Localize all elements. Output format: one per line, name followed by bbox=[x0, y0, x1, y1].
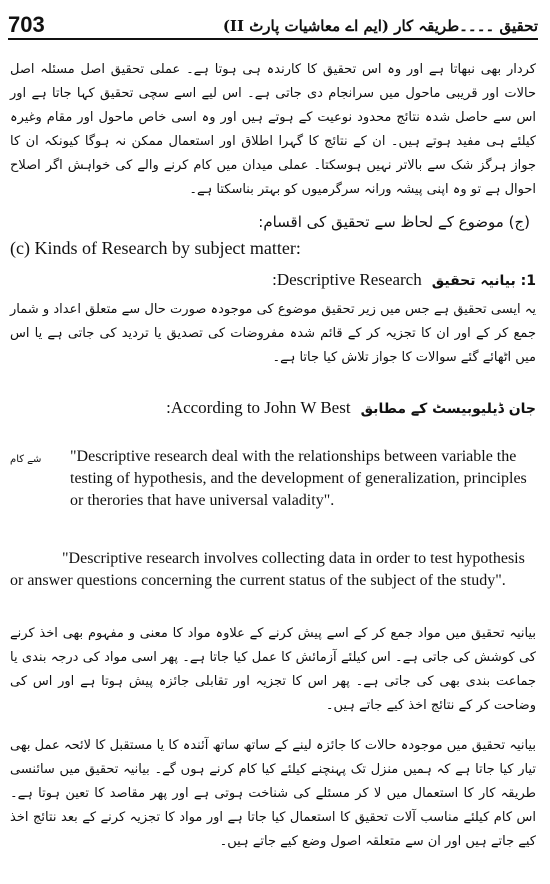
intro-paragraph: کردار بھی نبھاتا ہے اور وہ اس تحقیق کا کارندہ ہی ہوتا ہے۔ عملی تحقیق اصل مسئلہ اصل حالات اور قریبی ماحول میں سرانجام دی جاتی ہے۔ اس لیے اسے سچی تحقیق کہا جاتا ہے اور اس سے حاصل شدہ نتائج محدود نوعیت کے ہوتے ہیں اور وہ اسی خاص ماحول اور مقام وغیرہ کیلئے ہی مفید ہوتے ہیں۔ ان کے نتائج کا گہرا اطلاق اور استعمال ممکن نہ ہوگا کیونکہ ان کا جواز ہرگز شک سے بالاتر نہیں ہوسکتا۔ عملی میدان میں کام کرنے والے کی خواہش اگر اصلاح احوال ہے تو وہ اپنی پیشہ ورانہ سرگرمیوں کو بہتر بناسکتا ہے۔ bbox=[10, 62, 536, 197]
page-number: 703 bbox=[8, 12, 45, 37]
page-header bbox=[8, 8, 538, 40]
best-heading-english: :According to John W Best bbox=[166, 398, 351, 417]
section-heading-english: (c) Kinds of Research by subject matter: bbox=[10, 238, 301, 258]
quote-best-2: "Descriptive research involves collecting data in order to test hypothesis or answer questions concerning the current status of the subject of the study". bbox=[10, 550, 525, 589]
subheading-urdu: 1: بیانیہ تحقیق bbox=[431, 273, 536, 289]
descriptive-subheading bbox=[272, 270, 536, 290]
quote-best-1-text: "Descriptive research deal with the relationships between variable the testing of hypothesis, and the development of generalization, principles or therories that have universal valadity". bbox=[70, 448, 527, 509]
paragraph-current-conditions: بیانیہ تحقیق میں موجودہ حالات کا جائزہ لینے کے ساتھ ساتھ آئندہ کا یا مستقبل کا لائحہ عمل بھی تیار کیا جاتا ہے کہ ہمیں منزل تک پہنچنے کیلئے کیا کام کرنے ہوں گے۔ بیانیہ تحقیق میں سائنسی طریقہ کار کا استعمال میں لا کر مسئلے کی شناخت ہوتی ہے اور پھر مقاصد کا تعین ہوتا ہے۔ اس کام کیلئے مناسب آلات تحقیق کا استعمال کیا جاتا ہے اور مواد کا تجزیہ کرنے کے بعد نتائج اخذ کیے جاتے ہیں اور ان سے متعلقہ اصول وضع کیے جاتے ہیں۔ bbox=[10, 738, 536, 849]
paragraph-data-collection: بیانیہ تحقیق میں مواد جمع کر کے اسے پیش کرنے کے علاوہ مواد کا معنی و مفہوم بھی اخذ کرنے کی کوشش کی جاتی ہے۔ اس کیلئے آزمائش کا عمل کیا جاتا ہے۔ پھر اسی مواد کی درجہ بندی یا جماعت بندی بھی کی جاتی ہے۔ پھر اس کا تجزیہ اور تقابلی جائزہ پیش ہوتا ہے اور اس کی وضاحت کر کے نتائج اخذ کیے جاتے ہیں۔ bbox=[10, 626, 536, 713]
section-heading-urdu: (ج) موضوع کے لحاظ سے تحقیق کی اقسام: bbox=[258, 213, 530, 231]
best-heading bbox=[166, 398, 536, 418]
subheading-english: :Descriptive Research bbox=[272, 270, 422, 289]
margin-note: شے کام bbox=[10, 454, 42, 465]
quote-best-1 bbox=[70, 446, 540, 512]
running-title: تحقیق ۔۔۔۔طریقہ کار (ایم اے معاشیات پارٹ II) bbox=[222, 17, 538, 35]
descriptive-definition: یہ ایسی تحقیق ہے جس میں زیر تحقیق موضوع کی موجودہ صورت حال سے متعلق اعداد و شمار جمع کر کے اور ان کا تجزیہ کر کے قائم شدہ مفروضات کی تصدیق یا تردید کی جاتی ہے یا اس میں اٹھائے گئے سوالات کا جواز تلاش کیا جاتا ہے۔ bbox=[10, 302, 536, 365]
best-heading-urdu: جان ڈیلیوبیسٹ کے مطابق bbox=[360, 401, 536, 417]
